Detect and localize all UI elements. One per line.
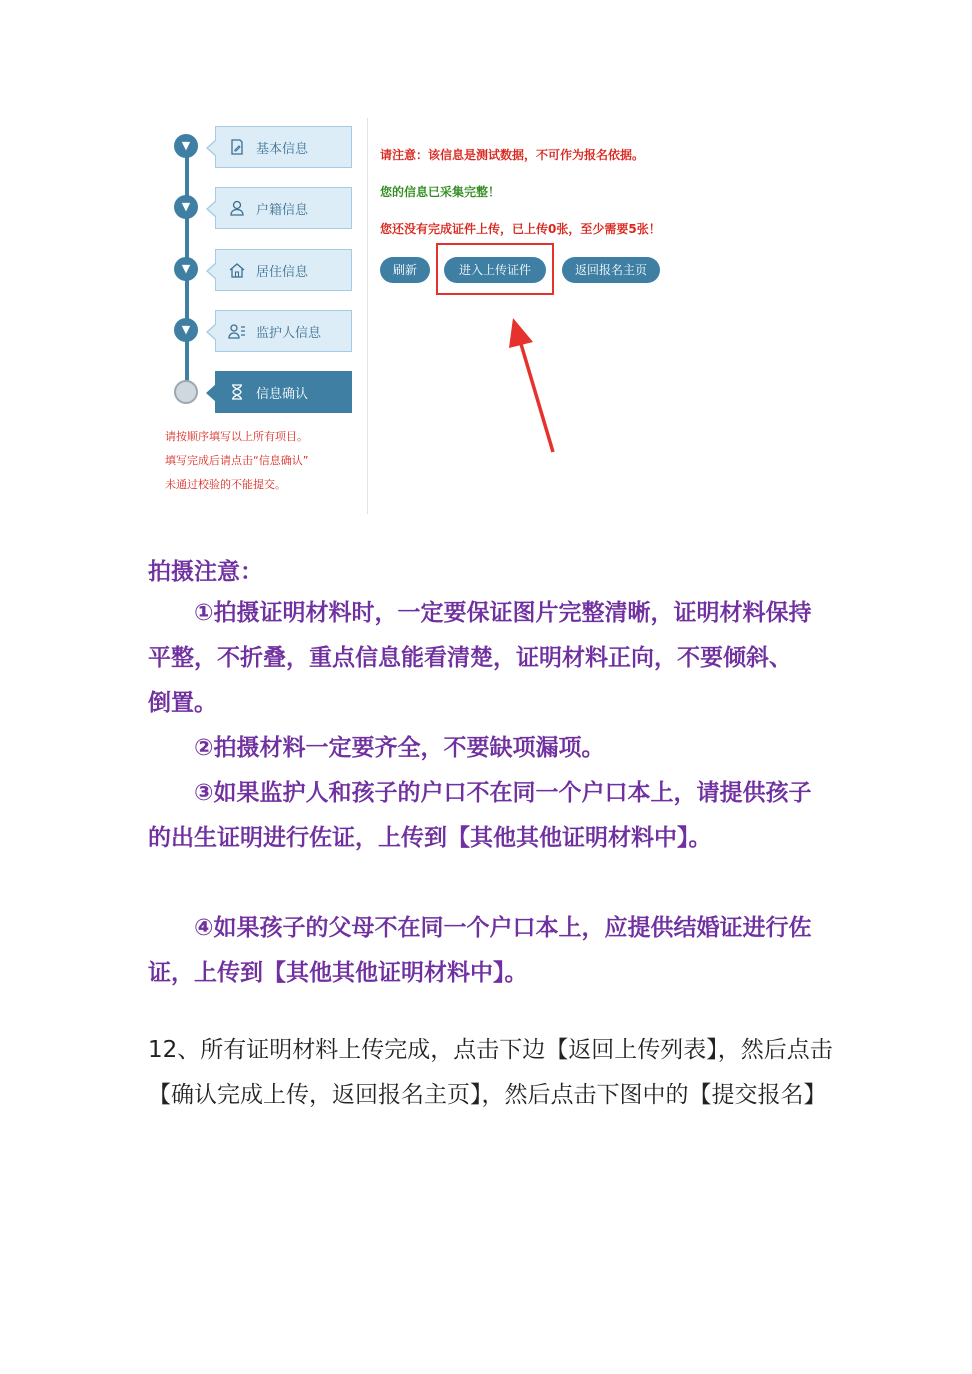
back-home-button[interactable]: 返回报名主页 <box>562 257 660 283</box>
hint-line: 请按顺序填写以上所有项目。 <box>165 430 308 443</box>
step-label: 户籍信息 <box>256 202 309 218</box>
refresh-button[interactable]: 刷新 <box>380 257 430 283</box>
step-label: 居住信息 <box>256 264 309 280</box>
tip-item: ④如果孩子的父母不在同一个户口本上，应提供结婚证进行佐证，上传到【其他其他证明材料中】。 <box>148 915 812 986</box>
step-node-done: ▼ <box>174 195 198 219</box>
hint-line: 填写完成后请点击“信息确认” <box>165 454 309 467</box>
guardian-icon <box>228 322 246 340</box>
upload-highlight-box <box>436 243 554 295</box>
person-icon <box>228 199 246 217</box>
step-node-done: ▼ <box>174 134 198 158</box>
step-node-done: ▼ <box>174 318 198 342</box>
upload-status-message: 您还没有完成证件上传，已上传0张，至少需要5张！ <box>380 222 661 236</box>
test-data-notice: 请注意：该信息是测试数据，不可作为报名依据。 <box>380 148 645 162</box>
collected-message: 您的信息已采集完整！ <box>380 185 501 199</box>
hint-line: 未通过校验的不能提交。 <box>165 478 286 491</box>
step-guardian-info[interactable] <box>215 310 352 352</box>
enter-upload-button[interactable]: 进入上传证件 <box>444 257 546 283</box>
step-node-current <box>174 380 198 404</box>
hourglass-icon <box>228 383 246 401</box>
tip-item: ②拍摄材料一定要齐全，不要缺项漏项。 <box>194 735 605 761</box>
divider <box>367 118 368 514</box>
tip-item: ①拍摄证明材料时，一定要保证图片完整清晰，证明材料保持平整，不折叠，重点信息能看清楚，证明材料正向，不要倾斜、倒置。 <box>148 600 812 716</box>
step-node-done: ▼ <box>174 257 198 281</box>
tip-item: ③如果监护人和孩子的户口不在同一个户口本上，请提供孩子的出生证明进行佐证，上传到【其他其他证明材料中】。 <box>148 780 812 851</box>
shooting-notes-heading: 拍摄注意： <box>148 559 263 585</box>
step-label: 基本信息 <box>256 141 309 157</box>
document-edit-icon <box>228 138 246 156</box>
step-label: 监护人信息 <box>256 325 322 341</box>
step-12-paragraph: 12、所有证明材料上传完成，点击下边【返回上传列表】，然后点击【确认完成上传，返回报名主页】，然后点击下图中的【提交报名】 <box>148 1037 833 1108</box>
step-residence-info[interactable] <box>215 249 352 291</box>
step-confirm-info[interactable] <box>215 371 352 413</box>
step-basic-info[interactable] <box>215 126 352 168</box>
step-household-info[interactable] <box>215 187 352 229</box>
step-label: 信息确认 <box>256 386 309 402</box>
house-icon <box>228 261 246 279</box>
pointer-arrow-icon <box>505 318 565 458</box>
